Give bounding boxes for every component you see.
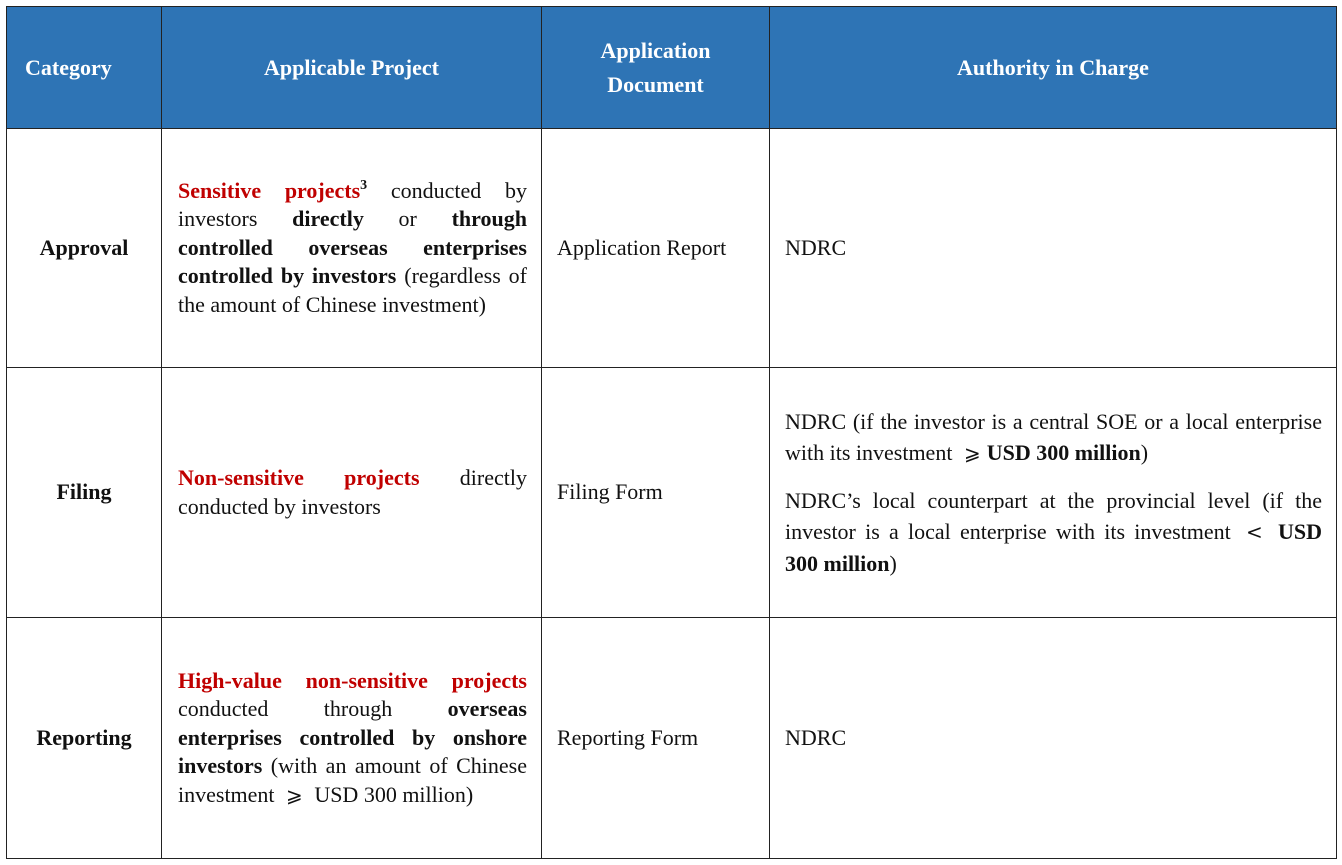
project-highlight: Sensitive projects <box>178 177 361 203</box>
regulatory-table <box>6 6 1337 859</box>
project-cell <box>162 368 542 618</box>
project-bold-text: through controlled overseas enterprises controlled by investors <box>178 206 527 289</box>
project-text: (with an amount of Chinese investment <box>178 753 527 807</box>
project-bold-text: overseas enterprises controlled by onshore investors <box>178 696 527 779</box>
authority-text: NDRC’s local counterpart at the provincial level (if the investor is a local enterprise with its investment <box>785 488 1322 544</box>
project-highlight: Non-sensitive projects <box>178 465 420 490</box>
project-text: (regardless of the amount of Chinese investment) <box>178 263 527 317</box>
header-authority: Authority in Charge <box>770 7 1337 129</box>
table-row-reporting <box>7 618 1337 859</box>
project-text: conducted through <box>178 696 448 722</box>
table-header <box>7 7 1337 129</box>
project-bold-text: directly <box>292 206 364 232</box>
header-applicable-project: Applicable Project <box>162 7 542 129</box>
greater-equal-symbol: ⩾ <box>963 441 981 465</box>
authority-threshold: USD 300 million <box>785 519 1322 576</box>
header-document-line2: Document <box>607 71 704 97</box>
less-than-symbol: < <box>1246 520 1263 544</box>
authority-text: NDRC (if the investor is a central SOE or a local enterprise with its investment <box>785 409 1322 465</box>
project-text: or <box>363 206 452 232</box>
project-cell <box>162 129 542 368</box>
project-highlight: High-value non-sensitive projects <box>178 667 527 693</box>
table-row-approval <box>7 129 1337 368</box>
document-cell: Application Report <box>542 129 770 368</box>
document-cell: Filing Form <box>542 368 770 618</box>
table-body <box>7 129 1337 859</box>
authority-paragraph <box>785 485 1322 579</box>
authority-text: ) <box>889 551 897 576</box>
header-row <box>7 7 1337 129</box>
category-cell: Approval <box>7 129 162 368</box>
category-cell: Reporting <box>7 618 162 859</box>
header-application-document <box>542 7 770 129</box>
authority-threshold: USD 300 million <box>986 440 1141 465</box>
project-text: conducted by investors <box>178 177 527 232</box>
header-document-line1: Application <box>600 37 711 63</box>
project-text: USD 300 million) <box>308 781 474 807</box>
authority-paragraph <box>785 406 1322 469</box>
category-cell: Filing <box>7 368 162 618</box>
greater-equal-symbol: ⩾ <box>286 782 303 807</box>
table-row-filing <box>7 368 1337 618</box>
authority-cell: NDRC <box>770 129 1337 368</box>
document-cell: Reporting Form <box>542 618 770 859</box>
authority-cell <box>770 368 1337 618</box>
project-cell <box>162 618 542 859</box>
header-category: Category <box>7 7 162 129</box>
footnote-marker: 3 <box>360 177 368 193</box>
authority-text: ) <box>1140 440 1149 465</box>
authority-cell: NDRC <box>770 618 1337 859</box>
project-text: directly conducted by investors <box>178 465 527 519</box>
